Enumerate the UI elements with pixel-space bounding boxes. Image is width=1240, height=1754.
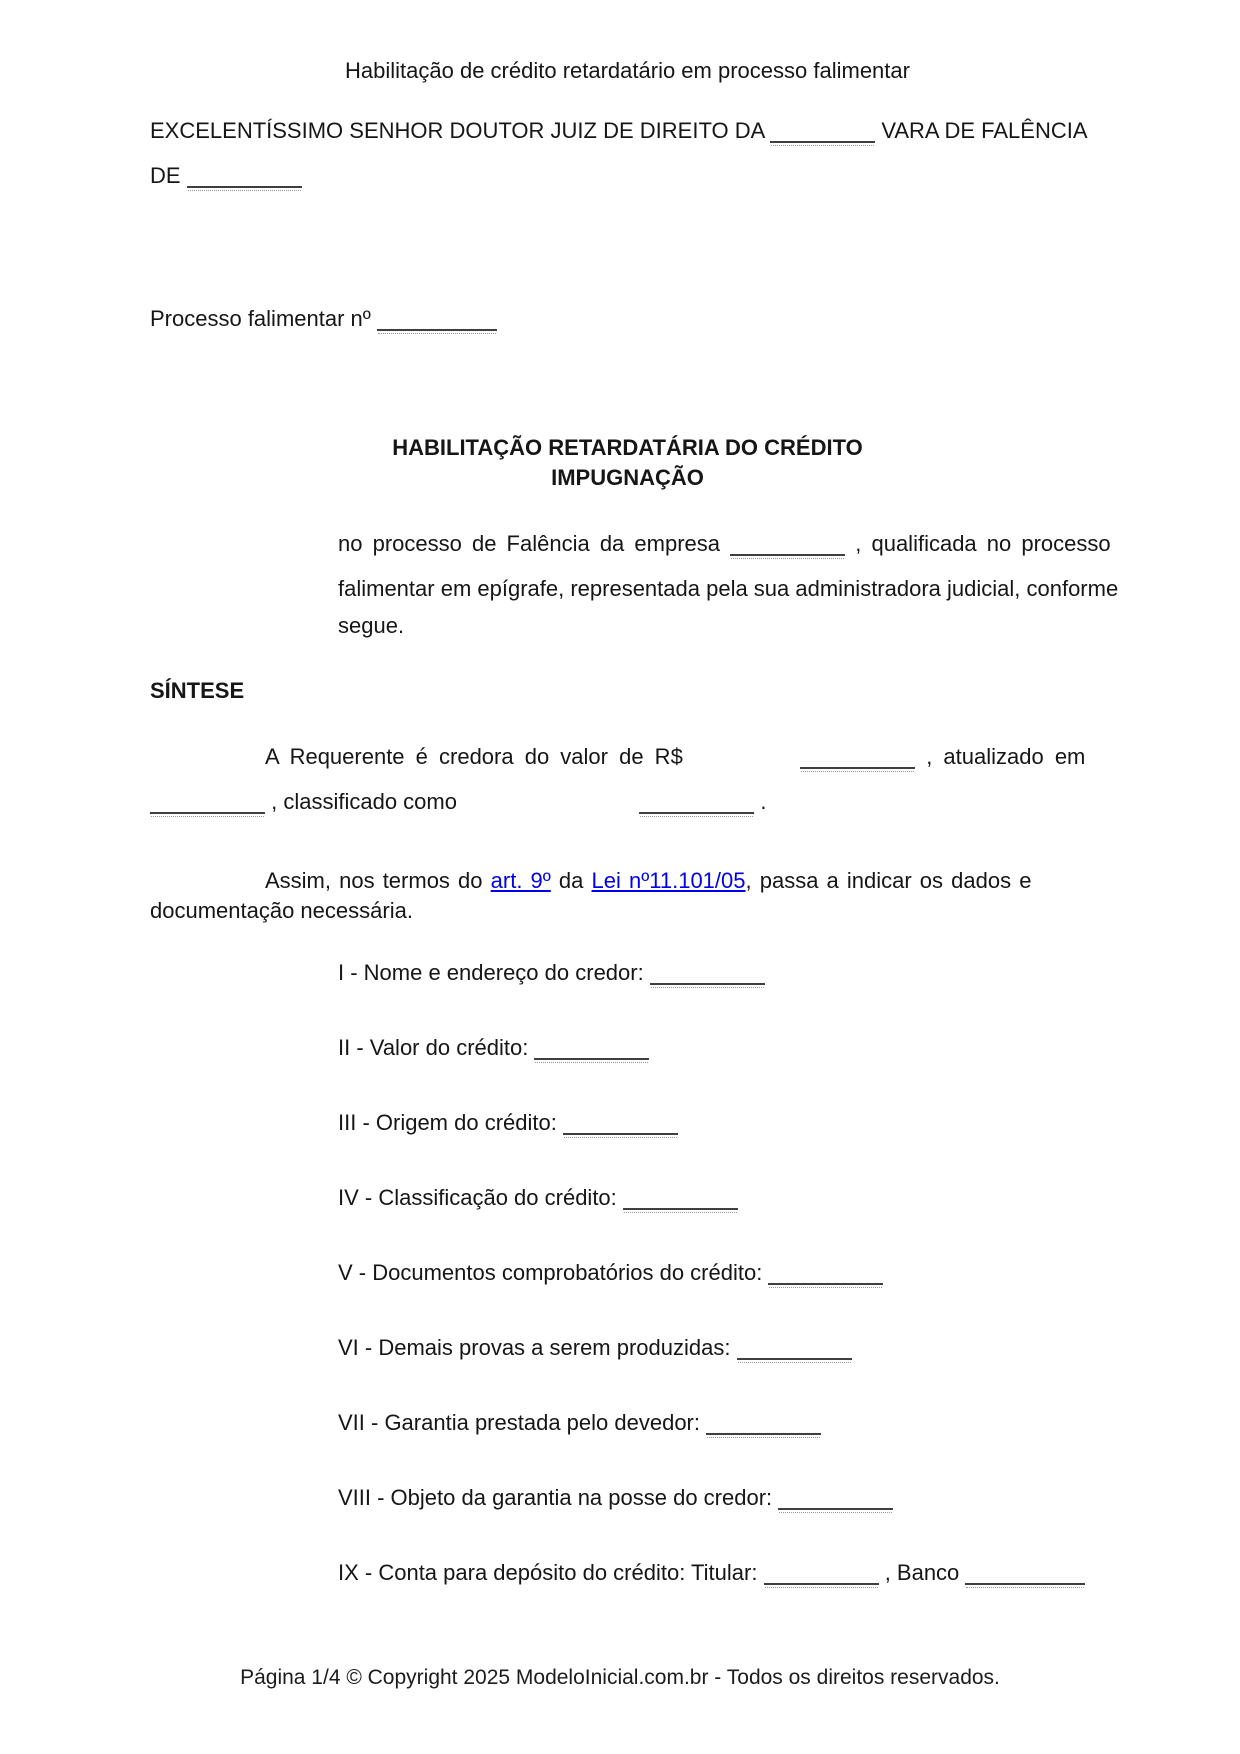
- sintese-text-end: .: [760, 789, 767, 814]
- credit-data-list: [338, 950, 1105, 1595]
- comarca-blank-field: [187, 160, 302, 188]
- intro-text-pre: no processo de Falência da empresa: [338, 531, 720, 556]
- document-content: [150, 56, 1119, 1595]
- sintese-heading: SÍNTESE: [150, 678, 245, 703]
- item-4-blank-field: [623, 1182, 738, 1210]
- item-9-banco-label: , Banco: [884, 1560, 966, 1585]
- heading-line-2: IMPUGNAÇÃO: [551, 465, 704, 490]
- list-item-4: [338, 1175, 1105, 1220]
- item-8-label: VIII - Objeto da garantia na posse do credor:: [338, 1485, 779, 1510]
- item-4-label: IV - Classificação do crédito:: [338, 1185, 623, 1210]
- list-item-7: [338, 1400, 1105, 1445]
- item-7-label: VII - Garantia prestada pelo devedor:: [338, 1410, 707, 1435]
- item-1-label: I - Nome e endereço do credor:: [338, 960, 650, 985]
- field-spacer: [694, 763, 789, 764]
- item-9-titular-blank-field: [764, 1557, 879, 1585]
- item-2-blank-field: [534, 1032, 649, 1060]
- page-title: Habilitação de crédito retardatário em processo falimentar: [345, 58, 910, 83]
- intro-line-3: segue.: [338, 613, 405, 638]
- vara-blank-field: [770, 115, 875, 143]
- lei-11101-link[interactable]: Lei nº11.101/05: [591, 868, 746, 893]
- empresa-blank-field: [730, 528, 845, 556]
- heading-line-1: HABILITAÇÃO RETARDATÁRIA DO CRÉDITO: [392, 435, 863, 460]
- sintese-line-1: [150, 734, 1105, 779]
- intro-text-post: , qualificada no processo: [855, 531, 1111, 556]
- list-item-3: [338, 1100, 1105, 1145]
- item-7-blank-field: [706, 1407, 821, 1435]
- intro-line-1: [338, 521, 1111, 566]
- process-number-label: Processo falimentar nº: [150, 306, 371, 331]
- vocative-line-2: [150, 153, 1105, 198]
- vocative-text-post: VARA DE FALÊNCIA: [881, 118, 1088, 143]
- classificacao-blank-field: [639, 786, 754, 814]
- legal-basis-text-pre: Assim, nos termos do: [265, 868, 491, 893]
- valor-blank-field: [800, 741, 915, 769]
- sintese-line-2: [150, 779, 1105, 824]
- list-item-1: [338, 950, 1105, 995]
- legal-basis-line-1: [150, 866, 1105, 896]
- item-9-label: IX - Conta para depósito do crédito: Titular:: [338, 1560, 764, 1585]
- legal-basis-text-mid: da: [550, 868, 592, 893]
- item-3-blank-field: [563, 1107, 678, 1135]
- list-item-2: [338, 1025, 1105, 1070]
- data-atualizacao-blank-field: [150, 786, 265, 814]
- item-2-label: II - Valor do crédito:: [338, 1035, 535, 1060]
- list-item-8: [338, 1475, 1105, 1520]
- process-number-blank-field: [377, 303, 497, 331]
- legal-basis-text-post: , passa a indicar os dados e: [745, 868, 1032, 893]
- legal-basis-paragraph: [150, 866, 1105, 926]
- sintese-text-post: , atualizado em: [926, 744, 1086, 769]
- item-1-blank-field: [650, 957, 765, 985]
- list-item-5: [338, 1250, 1105, 1295]
- item-8-blank-field: [778, 1482, 893, 1510]
- art-9-link[interactable]: art. 9º: [490, 868, 551, 893]
- intro-paragraph: [338, 521, 1119, 641]
- vocative-paragraph: [150, 108, 1105, 198]
- process-number-line: [150, 296, 1105, 341]
- item-6-blank-field: [737, 1332, 852, 1360]
- sintese-text-mid: , classificado como: [271, 789, 457, 814]
- vocative-line-1: [150, 108, 1105, 153]
- item-6-label: VI - Demais provas a serem produzidas:: [338, 1335, 737, 1360]
- field-spacer: [463, 808, 633, 809]
- list-item-6: [338, 1325, 1105, 1370]
- intro-line-2: falimentar em epígrafe, representada pela sua administradora judicial, conforme: [338, 576, 1119, 601]
- item-5-blank-field: [768, 1257, 883, 1285]
- sintese-paragraph: [150, 734, 1105, 824]
- vocative-text-pre: EXCELENTÍSSIMO SENHOR DOUTOR JUIZ DE DIREITO DA: [150, 118, 765, 143]
- vocative-de-label: DE: [150, 163, 181, 188]
- legal-basis-line-2: documentação necessária.: [150, 898, 413, 923]
- item-5-label: V - Documentos comprobatórios do crédito:: [338, 1260, 769, 1285]
- item-9-banco-blank-field: [965, 1557, 1085, 1585]
- list-item-9: [338, 1550, 1105, 1595]
- document-heading: [150, 433, 1105, 493]
- sintese-text-pre: A Requerente é credora do valor de R$: [265, 744, 683, 769]
- page-footer: Página 1/4 © Copyright 2025 ModeloInicial.com.br - Todos os direitos reservados.: [240, 1666, 1000, 1689]
- item-3-label: III - Origem do crédito:: [338, 1110, 563, 1135]
